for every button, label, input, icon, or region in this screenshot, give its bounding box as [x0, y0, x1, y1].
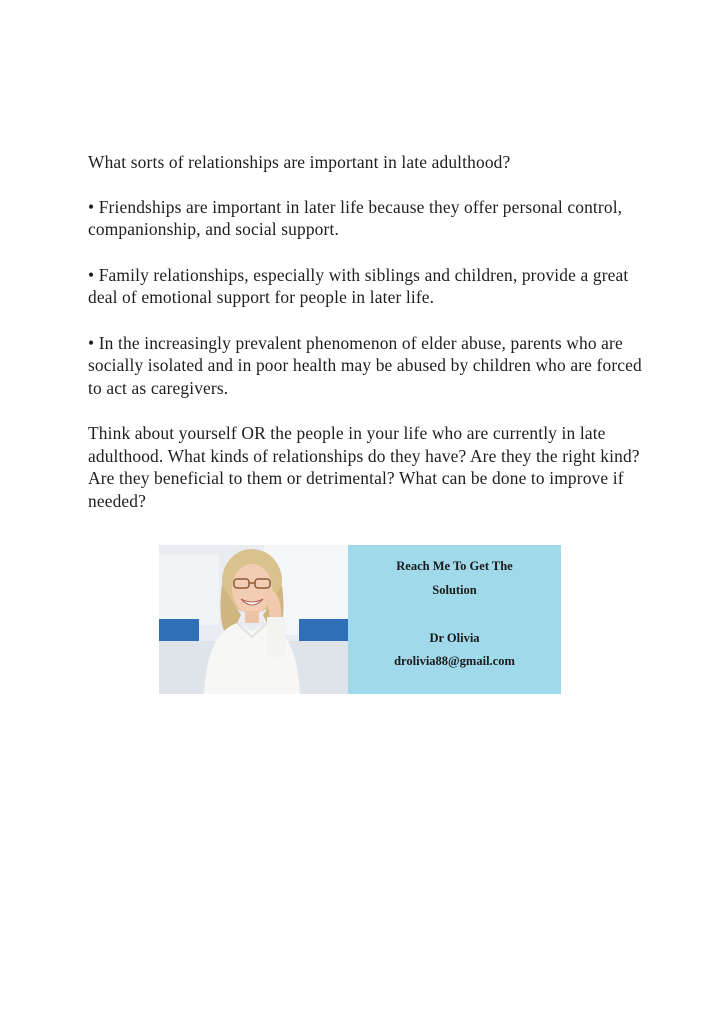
contact-info-box	[348, 545, 561, 694]
document-body	[88, 151, 648, 535]
contact-email[interactable]: drolivia88@gmail.com	[394, 654, 515, 668]
bullet-friendships: • Friendships are important in later life because they offer personal control, companionship, and social support.	[88, 196, 623, 239]
promo-headline: Reach Me To Get The	[396, 559, 513, 573]
woman-photo	[159, 545, 348, 694]
contact-name: Dr Olivia	[429, 631, 480, 645]
promo-banner	[159, 545, 561, 694]
bullet-elder-abuse: • In the increasingly prevalent phenomenon of elder abuse, parents who are socially isolated and in poor health may be abused by children who are forced to act as caregivers.	[88, 332, 642, 398]
bullet-family-relationships: • Family relationships, especially with siblings and children, provide a great deal of emotional support for people in later life.	[88, 264, 629, 307]
promo-headline-continued: Solution	[432, 583, 477, 597]
question-heading: What sorts of relationships are important in late adulthood?	[88, 152, 511, 172]
reflection-prompt: Think about yourself OR the people in your life who are currently in late adulthood. What kinds of relationships do they have? Are they the right kind? Are they beneficial to them or detrimental? What can be done to improve if needed?	[88, 423, 640, 511]
